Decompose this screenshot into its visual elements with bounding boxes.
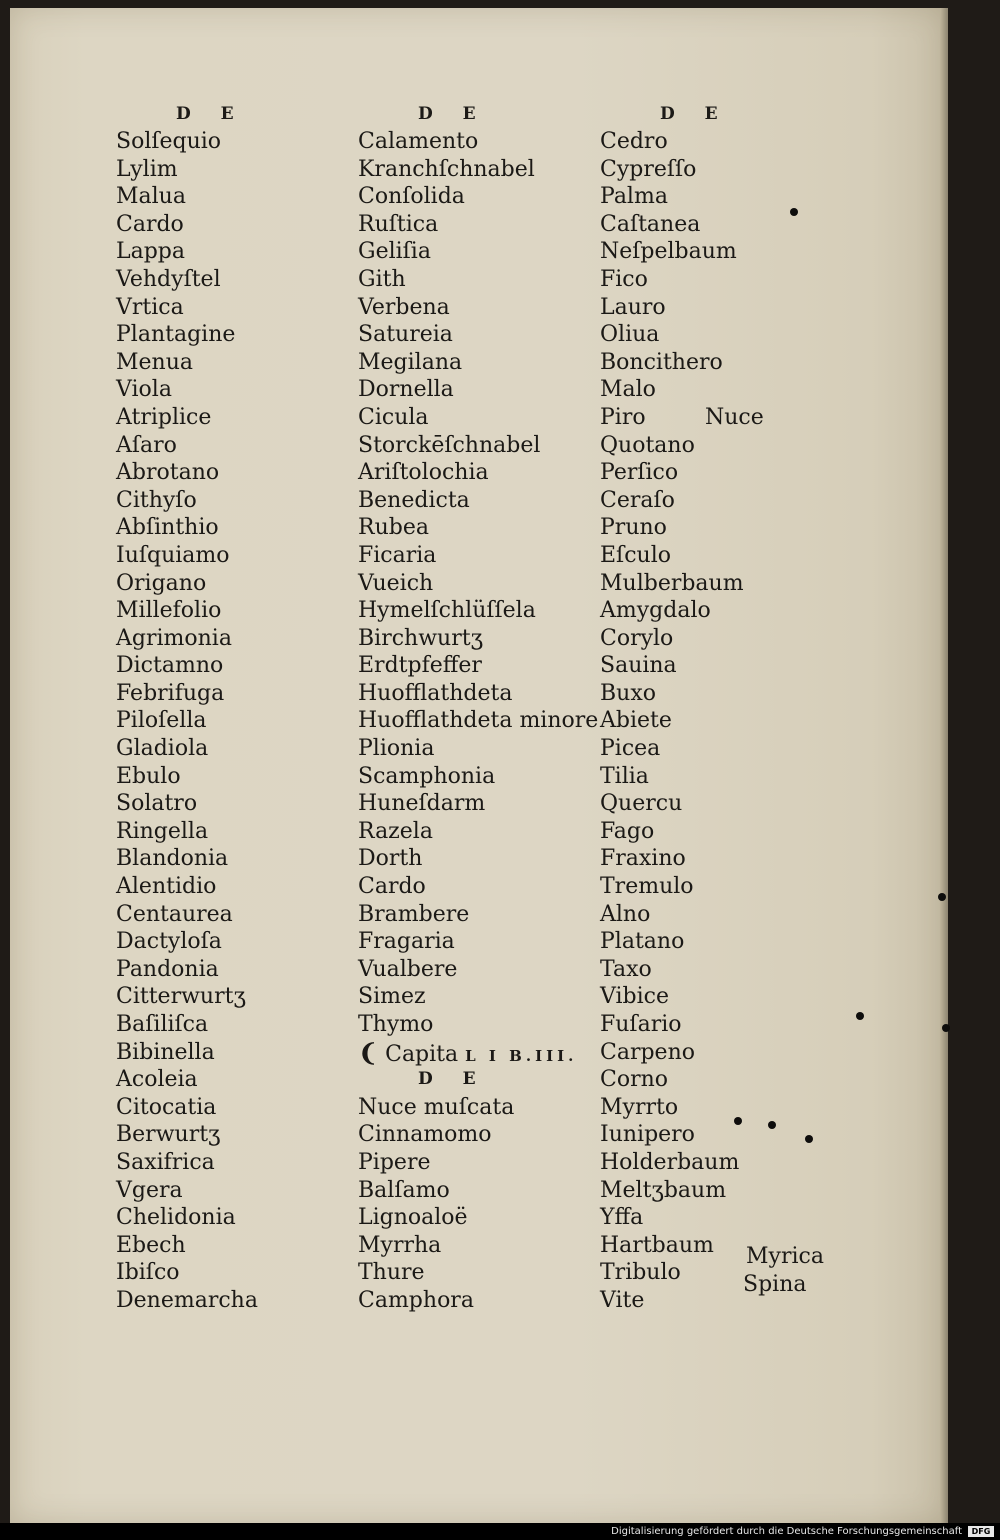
entry-item: Tremulo: [600, 874, 694, 900]
dfg-logo: DFG: [968, 1526, 994, 1537]
entry-item: Bibinella: [116, 1039, 215, 1065]
entry-item: Ceraſo: [600, 487, 675, 513]
entry-item: Saxifrica: [116, 1149, 215, 1175]
ink-dot: [768, 1121, 776, 1129]
column-1-list: [116, 128, 258, 1315]
entry-item: Gith: [358, 266, 406, 292]
entry-item: Berwurtʒ: [116, 1122, 221, 1148]
entry-item: Eſculo: [600, 542, 671, 568]
entry-item: Fragaria: [358, 929, 455, 955]
entry-item: Abſinthio: [116, 515, 219, 541]
entry-item: Plantagine: [116, 322, 236, 348]
chapter-number: III.: [535, 1046, 578, 1065]
entry-item: Malua: [116, 184, 186, 210]
entry-item: Razela: [358, 818, 433, 844]
entry-item: Fuſario: [600, 1012, 682, 1037]
entry-item: Brambere: [358, 901, 470, 927]
entry-item: Caſtanea: [600, 211, 701, 237]
entry-item: Plionia: [358, 736, 435, 762]
entry-item: Conſolida: [358, 184, 465, 210]
entry-item: Vehdyſtel: [116, 266, 221, 292]
entry-item: Iuſquiamo: [116, 542, 230, 568]
entry-item: Dactyloſa: [116, 929, 222, 955]
entry-item: Benedicta: [358, 487, 470, 513]
ink-dot: [942, 1024, 950, 1032]
entry-item: Lignoaloë: [358, 1205, 468, 1231]
entry-item: Scamphonia: [358, 763, 496, 789]
extra-entry-nuce: Nuce: [705, 405, 764, 430]
entry-item: Lauro: [600, 294, 666, 320]
entry-item: Lylim: [116, 156, 178, 182]
entry-item: Citocatia: [116, 1094, 217, 1120]
entry-item: Piro: [600, 404, 646, 430]
entry-item: Chelidonia: [116, 1205, 236, 1231]
entry-item: Origano: [116, 570, 207, 596]
column-1: [116, 100, 258, 1315]
entry-item: Myrrha: [358, 1232, 442, 1258]
entry-item: Holderbaum: [600, 1149, 740, 1175]
chapter-block: [358, 1039, 598, 1094]
entry-item: Hartbaum: [600, 1232, 714, 1258]
column-3: [600, 100, 744, 1315]
entry-item: Platano: [600, 929, 685, 955]
entry-item: Baſiliſca: [116, 1012, 209, 1037]
entry-item: Dornella: [358, 377, 454, 403]
entry-item: Sauina: [600, 653, 677, 679]
entry-item: Vibice: [600, 984, 669, 1010]
entry-item: Abrotano: [116, 460, 220, 486]
entry-item: Rubea: [358, 515, 429, 541]
entry-item: Cardo: [358, 874, 426, 900]
paragraph-mark: ❨: [358, 1037, 379, 1067]
entry-item: Citterwurtʒ: [116, 984, 246, 1010]
entry-item: Viola: [116, 377, 172, 403]
entry-item: Quotano: [600, 432, 695, 458]
entry-item: Fago: [600, 818, 655, 844]
entry-item: Gladiola: [116, 736, 209, 762]
entry-item: Quercu: [600, 791, 683, 817]
entry-item: Ebulo: [116, 763, 181, 789]
entry-item: Piloſella: [116, 708, 207, 734]
entry-item: Denemarcha: [116, 1287, 258, 1313]
entry-item: Cypreſſo: [600, 156, 697, 182]
entry-item: Oliua: [600, 322, 660, 348]
ink-dot: [805, 1135, 813, 1143]
extra-entry-myrica: Myrica: [746, 1244, 824, 1269]
entry-item: Blandonia: [116, 846, 229, 872]
ink-dot: [856, 1012, 864, 1020]
entry-item: Carpeno: [600, 1039, 695, 1065]
entry-item: Alentidio: [116, 874, 217, 900]
entry-item: Amygdalo: [600, 598, 711, 624]
entry-item: Thymo: [358, 1012, 434, 1037]
entry-item: Nuce muſcata: [358, 1094, 515, 1120]
column-2-list: [358, 128, 598, 1039]
entry-item: Cedro: [600, 129, 668, 154]
entry-item: Vualbere: [358, 956, 458, 982]
entry-item: Neſpelbaum: [600, 239, 737, 265]
entry-item: Tribulo: [600, 1260, 681, 1286]
entry-item: Tilia: [600, 763, 649, 789]
entry-item: Solſequio: [116, 129, 222, 154]
ink-dot: [734, 1117, 742, 1125]
entry-item: Corno: [600, 1067, 669, 1093]
entry-item: Cithyſo: [116, 487, 197, 513]
entry-item: Atriplice: [116, 404, 212, 430]
entry-item: Lappa: [116, 239, 186, 265]
entry-item: Fraxino: [600, 846, 686, 872]
entry-item: Ebech: [116, 1232, 186, 1258]
ink-dot: [938, 893, 946, 901]
entry-item: Pandonia: [116, 956, 219, 982]
entry-item: Corylo: [600, 625, 674, 651]
entry-item: Storckēſchnabel: [358, 432, 541, 458]
column-2-header: D E: [418, 104, 488, 124]
entry-item: Iunipero: [600, 1122, 695, 1148]
entry-item: Vrtica: [116, 294, 184, 320]
ink-dot: [790, 208, 798, 216]
entry-item: Palma: [600, 184, 668, 210]
entry-item: Pruno: [600, 515, 667, 541]
entry-item: Picea: [600, 736, 661, 762]
entry-item: Myrrto: [600, 1094, 679, 1120]
entry-item: Malo: [600, 377, 656, 403]
entry-item: Solatro: [116, 791, 198, 817]
entry-item: Abiete: [600, 708, 672, 734]
entry-item: Vgera: [116, 1177, 183, 1203]
entry-item: Ibiſco: [116, 1260, 180, 1286]
entry-item: Erdtpfeffer: [358, 653, 482, 679]
chapter-subheader: D E: [418, 1069, 488, 1090]
entry-item: Pipere: [358, 1149, 431, 1175]
extra-entry-spina: Spina: [743, 1272, 807, 1297]
entry-item: Hymelſchlüſſela: [358, 598, 536, 624]
entry-item: Megilana: [358, 349, 463, 375]
chapter-lib: L I B.: [465, 1046, 536, 1065]
entry-item: Alno: [600, 901, 651, 927]
footer-credit: Digitalisierung gefördert durch die Deutsche Forschungsgemeinschaft: [611, 1526, 962, 1537]
entry-item: Perſico: [600, 460, 679, 486]
entry-item: Buxo: [600, 680, 656, 706]
entry-item: Yffa: [600, 1205, 644, 1231]
entry-item: Simez: [358, 984, 426, 1010]
entry-item: Geliſia: [358, 239, 431, 265]
entry-item: Huofflathdeta: [358, 680, 513, 706]
column-3-list: [600, 128, 744, 1315]
chapter-label: Capita: [385, 1041, 459, 1067]
entry-item: Fico: [600, 266, 648, 292]
entry-item: Cicula: [358, 404, 429, 430]
entry-item: Cinnamomo: [358, 1122, 492, 1148]
entry-item: Birchwurtʒ: [358, 625, 483, 651]
entry-item: Huofflathdeta minore: [358, 708, 599, 734]
entry-item: Ficaria: [358, 542, 437, 568]
column-3-header: D E: [660, 104, 730, 124]
column-1-header: D E: [176, 104, 246, 124]
entry-item: Balſamo: [358, 1177, 450, 1203]
entry-item: Vueich: [358, 570, 434, 596]
entry-item: Febrifuga: [116, 680, 225, 706]
entry-item: Aſaro: [116, 432, 177, 458]
column-2-list-after: [358, 1094, 598, 1315]
entry-item: Agrimonia: [116, 625, 232, 651]
entry-item: Verbena: [358, 294, 450, 320]
entry-item: Ringella: [116, 818, 209, 844]
column-2: [358, 100, 598, 1315]
entry-item: Millefolio: [116, 598, 222, 624]
entry-item: Mulberbaum: [600, 570, 744, 596]
chapter-heading: [358, 1039, 598, 1067]
entry-item: Cardo: [116, 211, 184, 237]
entry-item: Ariſtolochia: [358, 460, 489, 486]
entry-item: Boncithero: [600, 349, 723, 375]
entry-item: Acoleia: [116, 1067, 198, 1093]
entry-item: Menua: [116, 349, 193, 375]
entry-item: Meltʒbaum: [600, 1177, 727, 1203]
entry-item: Vite: [600, 1287, 645, 1313]
entry-item: Satureia: [358, 322, 453, 348]
entry-item: Dictamno: [116, 653, 224, 679]
entry-item: Centaurea: [116, 901, 233, 927]
entry-item: Dorth: [358, 846, 423, 872]
entry-item: Calamento: [358, 129, 479, 154]
entry-item: Ruſtica: [358, 211, 439, 237]
entry-item: Kranchſchnabel: [358, 156, 535, 182]
entry-item: Thure: [358, 1260, 425, 1286]
page-edge: [940, 8, 948, 1523]
entry-item: Taxo: [600, 956, 652, 982]
entry-item: Huneſdarm: [358, 791, 486, 817]
entry-item: Camphora: [358, 1287, 474, 1313]
